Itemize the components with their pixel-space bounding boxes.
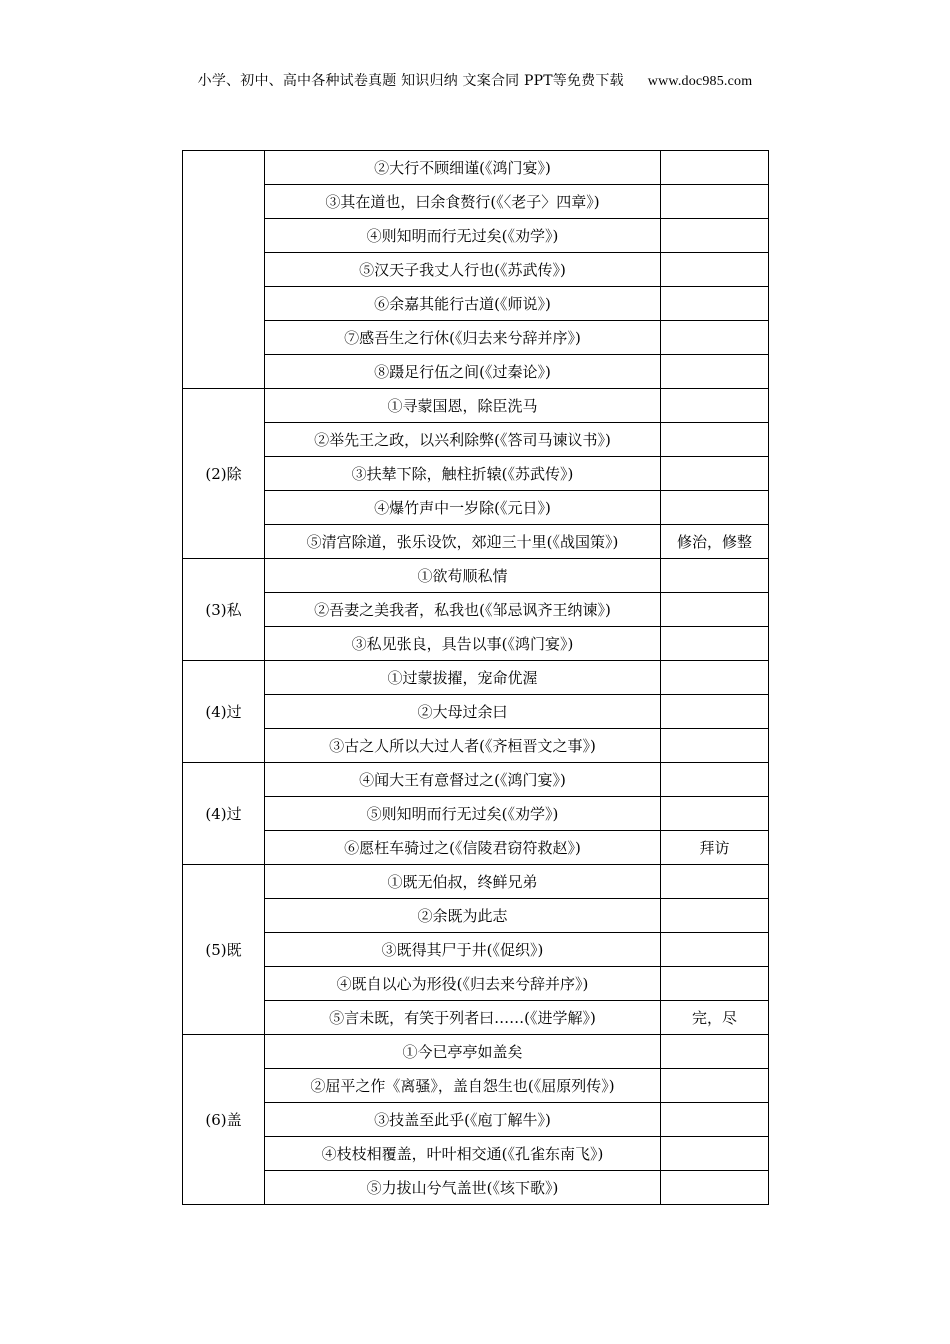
meaning-cell	[661, 253, 769, 287]
meaning-cell	[661, 219, 769, 253]
meaning-cell	[661, 593, 769, 627]
sentence-cell: ①既无伯叔，终鲜兄弟	[265, 865, 661, 899]
word-cell	[183, 151, 265, 389]
meaning-cell: 修治，修整	[661, 525, 769, 559]
sentence-cell: ③私见张良，具告以事(《鸿门宴》)	[265, 627, 661, 661]
sentence-cell: ④既自以心为形役(《归去来兮辞并序》)	[265, 967, 661, 1001]
meaning-cell	[661, 423, 769, 457]
meaning-cell	[661, 797, 769, 831]
table-row	[183, 525, 769, 559]
word-cell: (6)盖	[183, 1035, 265, 1205]
meaning-cell	[661, 559, 769, 593]
table-row	[183, 457, 769, 491]
table-row	[183, 1171, 769, 1205]
sentence-cell: ③其在道也，曰余食赘行(《〈老子〉四章》)	[265, 185, 661, 219]
table-row	[183, 763, 769, 797]
table-row	[183, 219, 769, 253]
header-site: www.doc985.com	[647, 74, 753, 89]
sentence-cell: ⑤力拔山兮气盖世(《垓下歌》)	[265, 1171, 661, 1205]
table-row	[183, 967, 769, 1001]
sentence-cell: ⑤言未既，有笑于列者曰……(《进学解》)	[265, 1001, 661, 1035]
table-row	[183, 1069, 769, 1103]
table-row	[183, 1001, 769, 1035]
meaning-cell	[661, 661, 769, 695]
table-row	[183, 797, 769, 831]
meaning-cell	[661, 457, 769, 491]
table-row	[183, 355, 769, 389]
sentence-cell: ②吾妻之美我者，私我也(《邹忌讽齐王纳谏》)	[265, 593, 661, 627]
sentence-cell: ②余既为此志	[265, 899, 661, 933]
table-row	[183, 593, 769, 627]
meaning-cell	[661, 967, 769, 1001]
table-row	[183, 151, 769, 185]
meaning-cell	[661, 729, 769, 763]
table-row	[183, 287, 769, 321]
sentence-cell: ④爆竹声中一岁除(《元日》)	[265, 491, 661, 525]
meaning-cell	[661, 695, 769, 729]
meaning-cell	[661, 1103, 769, 1137]
table-row	[183, 865, 769, 899]
vocabulary-table	[182, 150, 769, 1205]
meaning-cell	[661, 1137, 769, 1171]
sentence-cell: ⑧蹑足行伍之间(《过秦论》)	[265, 355, 661, 389]
page-header	[0, 70, 950, 90]
sentence-cell: ③既得其尸于井(《促织》)	[265, 933, 661, 967]
sentence-cell: ②大行不顾细谨(《鸿门宴》)	[265, 151, 661, 185]
word-cell: (4)过	[183, 661, 265, 763]
table-row	[183, 1137, 769, 1171]
meaning-cell: 完，尽	[661, 1001, 769, 1035]
sentence-cell: ⑦感吾生之行休(《归去来兮辞并序》)	[265, 321, 661, 355]
meaning-cell	[661, 355, 769, 389]
sentence-cell: ①今已亭亭如盖矣	[265, 1035, 661, 1069]
meaning-cell	[661, 1035, 769, 1069]
meaning-cell	[661, 627, 769, 661]
meaning-cell	[661, 151, 769, 185]
meaning-cell	[661, 321, 769, 355]
meaning-cell: 拜访	[661, 831, 769, 865]
table-row	[183, 389, 769, 423]
sentence-cell: ⑤清宫除道，张乐设饮，郊迎三十里(《战国策》)	[265, 525, 661, 559]
table-row	[183, 423, 769, 457]
table-row	[183, 831, 769, 865]
meaning-cell	[661, 185, 769, 219]
table-row	[183, 899, 769, 933]
sentence-cell: ①欲苟顺私情	[265, 559, 661, 593]
table-row	[183, 661, 769, 695]
sentence-cell: ①寻蒙国恩，除臣洗马	[265, 389, 661, 423]
meaning-cell	[661, 865, 769, 899]
sentence-cell: ⑥愿枉车骑过之(《信陵君窃符救赵》)	[265, 831, 661, 865]
meaning-cell	[661, 1171, 769, 1205]
table-row	[183, 1103, 769, 1137]
sentence-cell: ④枝枝相覆盖，叶叶相交通(《孔雀东南飞》)	[265, 1137, 661, 1171]
sentence-cell: ⑤汉天子我丈人行也(《苏武传》)	[265, 253, 661, 287]
word-cell: (2)除	[183, 389, 265, 559]
table-row	[183, 729, 769, 763]
table-row	[183, 185, 769, 219]
meaning-cell	[661, 763, 769, 797]
table-row	[183, 253, 769, 287]
word-cell: (3)私	[183, 559, 265, 661]
header-text: 小学、初中、高中各种试卷真题 知识归纳 文案合同 PPT等免费下载	[197, 73, 624, 89]
table-row	[183, 1035, 769, 1069]
table-row	[183, 695, 769, 729]
sentence-cell: ②举先王之政，以兴利除弊(《答司马谏议书》)	[265, 423, 661, 457]
sentence-cell: ②屈平之作《离骚》，盖自怨生也(《屈原列传》)	[265, 1069, 661, 1103]
meaning-cell	[661, 491, 769, 525]
sentence-cell: ⑤则知明而行无过矣(《劝学》)	[265, 797, 661, 831]
word-cell: (4)过	[183, 763, 265, 865]
sentence-cell: ④则知明而行无过矣(《劝学》)	[265, 219, 661, 253]
sentence-cell: ①过蒙拔擢，宠命优渥	[265, 661, 661, 695]
vocabulary-table-body	[183, 151, 769, 1205]
table-row	[183, 933, 769, 967]
meaning-cell	[661, 287, 769, 321]
table-row	[183, 321, 769, 355]
meaning-cell	[661, 1069, 769, 1103]
sentence-cell: ⑥余嘉其能行古道(《师说》)	[265, 287, 661, 321]
meaning-cell	[661, 389, 769, 423]
sentence-cell: ③技盖至此乎(《庖丁解牛》)	[265, 1103, 661, 1137]
word-cell: (5)既	[183, 865, 265, 1035]
sentence-cell: ③古之人所以大过人者(《齐桓晋文之事》)	[265, 729, 661, 763]
sentence-cell: ③扶辇下除，触柱折辕(《苏武传》)	[265, 457, 661, 491]
meaning-cell	[661, 933, 769, 967]
meaning-cell	[661, 899, 769, 933]
sentence-cell: ②大母过余曰	[265, 695, 661, 729]
sentence-cell: ④闻大王有意督过之(《鸿门宴》)	[265, 763, 661, 797]
table-row	[183, 491, 769, 525]
table-row	[183, 627, 769, 661]
table-row	[183, 559, 769, 593]
